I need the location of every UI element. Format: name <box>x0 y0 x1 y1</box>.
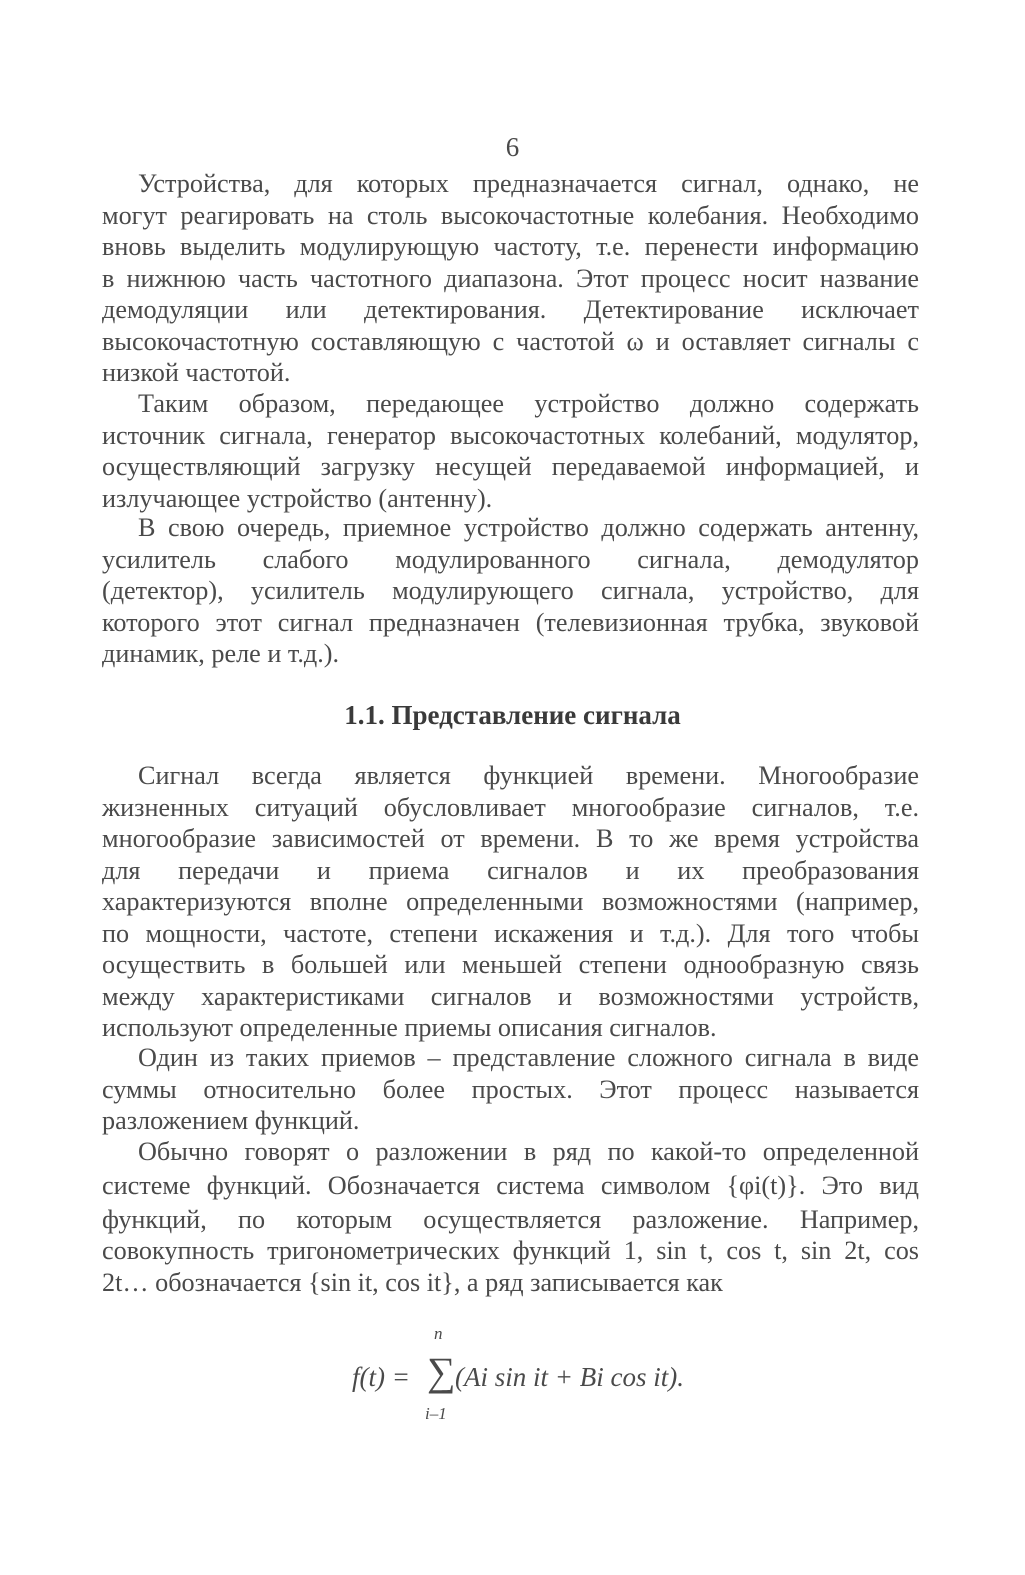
paragraph-4 <box>102 760 919 1044</box>
sum-symbol: ∑ <box>427 1349 456 1394</box>
text-line: Один из таких приемов – представление сложного сигнала в виде <box>138 1043 919 1072</box>
text-line: используют определенные приемы описания сигналов. <box>102 1013 717 1042</box>
paragraph-2 <box>102 388 919 514</box>
text-line: осуществляющий загрузку несущей передаваемой информацией, и <box>102 452 919 481</box>
text-line: которого этот сигнал предназначен (телевизионная трубка, звуковой <box>102 607 919 637</box>
text-line: Устройства, для которых предназначается сигнал, однако, не <box>138 169 919 198</box>
text-line: В свою очередь, приемное устройство должно содержать антенну, <box>138 513 919 542</box>
text-line: динамик, реле и т.д.). <box>102 639 340 668</box>
text-line: суммы относительно более простых. Этот процесс называется <box>102 1074 919 1104</box>
text-line: низкой частотой. <box>102 358 291 387</box>
text-line: жизненных ситуаций обусловливает многообразие сигналов, т.е. <box>102 792 919 822</box>
text-line: совокупность тригонометрических функций 1, sin t, cos t, sin 2t, cos <box>102 1236 919 1265</box>
text-line: вновь выделить модулирующую частоту, т.е. перенести информацию <box>102 232 919 261</box>
text-line: функций, по которым осуществляется разложение. Например, <box>102 1204 919 1234</box>
formula-lhs: f(t) = <box>352 1362 410 1392</box>
text-line: по мощности, частоте, степени искажения и т.д.). Для того чтобы <box>102 918 919 948</box>
paragraph-1 <box>102 168 919 389</box>
paragraph-5 <box>102 1042 919 1137</box>
text-line: характеризуются вполне определенными возможностями (например, <box>102 887 919 916</box>
text-line: 2t… обозначается {sin it, cos it}, а ряд записывается как <box>102 1267 723 1297</box>
text-line: между характеристиками сигналов и возможностями устройств, <box>102 981 919 1011</box>
text-line: в нижнюю часть частотного диапазона. Этот процесс носит название <box>102 263 919 293</box>
text-line: усилитель слабого модулированного сигнала, демодулятор <box>102 544 919 574</box>
text-line: осуществить в большей или меньшей степени однообразную связь <box>102 950 919 979</box>
paragraph-6 <box>102 1136 919 1298</box>
text-line: демодуляции или детектирования. Детектирование исключает <box>102 295 919 324</box>
text-line: источник сигнала, генератор высокочастотных колебаний, модулятор, <box>102 420 919 450</box>
text-line: многообразие зависимостей от времени. В то же время устройства <box>102 824 919 853</box>
text-line: Обычно говорят о разложении в ряд по какой-то определенной <box>138 1137 919 1166</box>
text-line: Таким образом, передающее устройство должно содержать <box>138 389 919 418</box>
paragraph-3 <box>102 512 919 670</box>
series-formula <box>0 1318 1025 1428</box>
text-line: высокочастотную составляющую с частотой ω и оставляет сигналы с <box>102 326 919 356</box>
sum-lower-limit: i–1 <box>425 1404 447 1423</box>
text-line: системе функций. Обозначается система символом {φi(t)}. Это вид <box>102 1170 919 1200</box>
page-number: 6 <box>505 132 520 162</box>
text-line: для передачи и приема сигналов и их преобразования <box>102 855 919 885</box>
sum-upper-limit: n <box>434 1324 443 1343</box>
section-heading: 1.1. Представление сигнала <box>344 700 681 730</box>
formula-body: (Ai sin it + Bi cos it). <box>455 1362 684 1392</box>
text-line: (детектор), усилитель модулирующего сигнала, устройство, для <box>102 576 919 605</box>
text-line: могут реагировать на столь высокочастотные колебания. Необходимо <box>102 200 919 230</box>
text-line: Сигнал всегда является функцией времени. Многообразие <box>138 761 919 790</box>
text-line: излучающее устройство (антенну). <box>102 483 493 513</box>
text-line: разложением функций. <box>102 1106 360 1135</box>
